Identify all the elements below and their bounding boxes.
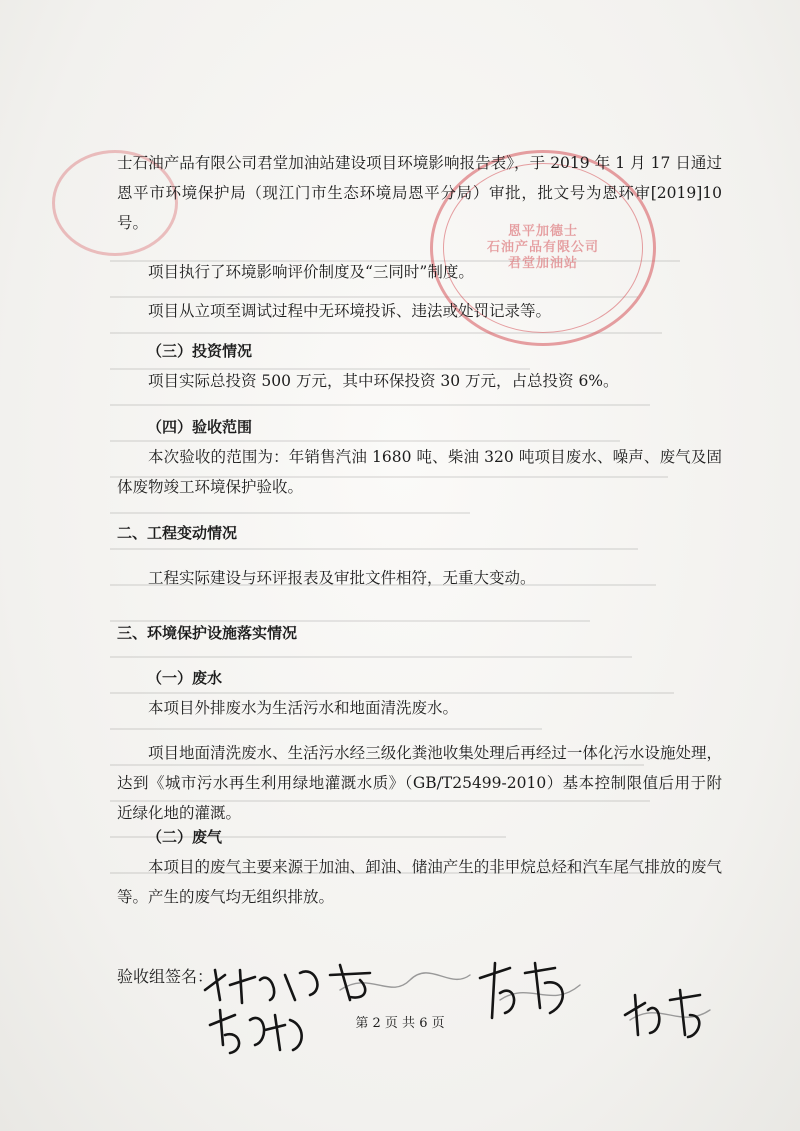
paragraph: 项目执行了环境影响评价制度及“三同时”制度。 bbox=[148, 263, 474, 281]
section-heading: （一）废水 bbox=[147, 669, 223, 687]
page-number: 第 2 页 共 6 页 bbox=[355, 1016, 445, 1031]
paragraph: 本项目的废气主要来源于加油、卸油、储油产生的非甲烷总烃和汽车尾气排放的废气等。产生的废气均无组织排放。 bbox=[117, 858, 722, 906]
section-heading: 二、工程变动情况 bbox=[117, 524, 238, 542]
section-heading: （二）废气 bbox=[147, 828, 223, 846]
section-heading: （四）验收范围 bbox=[147, 418, 253, 436]
paragraph: 士石油产品有限公司君堂加油站建设项目环境影响报告表》，于 2019 年 1 月 17 日通过恩平市环境保护局（现江门市生态环境局恩平分局）审批，批文号为恩环审[2019]10号。 bbox=[117, 154, 722, 232]
paragraph: 本次验收的范围为：年销售汽油 1680 吨、柴油 320 吨项目废水、噪声、废气及固体废物竣工环境保护验收。 bbox=[117, 448, 722, 496]
paragraph: 项目从立项至调试过程中无环境投诉、违法或处罚记录等。 bbox=[148, 302, 552, 320]
section-heading: （三）投资情况 bbox=[147, 342, 253, 360]
paragraph: 本项目外排废水为生活污水和地面清洗废水。 bbox=[148, 699, 459, 717]
paragraph: 工程实际建设与环评报表及审批文件相符，无重大变动。 bbox=[148, 569, 536, 587]
paragraph: 项目实际总投资 500 万元，其中环保投资 30 万元，占总投资 6%。 bbox=[148, 372, 619, 390]
section-heading: 三、环境保护设施落实情况 bbox=[117, 624, 298, 642]
paragraph: 项目地面清洗废水、生活污水经三级化粪池收集处理后再经过一体化污水设施处理，达到《城市污水再生利用绿地灌溉水质》（GB/T25499-2010）基本控制限值后用于附近绿化地的灌溉。 bbox=[117, 744, 722, 822]
seal-text: 恩平加德士 石油产品有限公司 君堂加油站 bbox=[486, 224, 599, 271]
signature-label: 验收组签名： bbox=[117, 967, 214, 986]
